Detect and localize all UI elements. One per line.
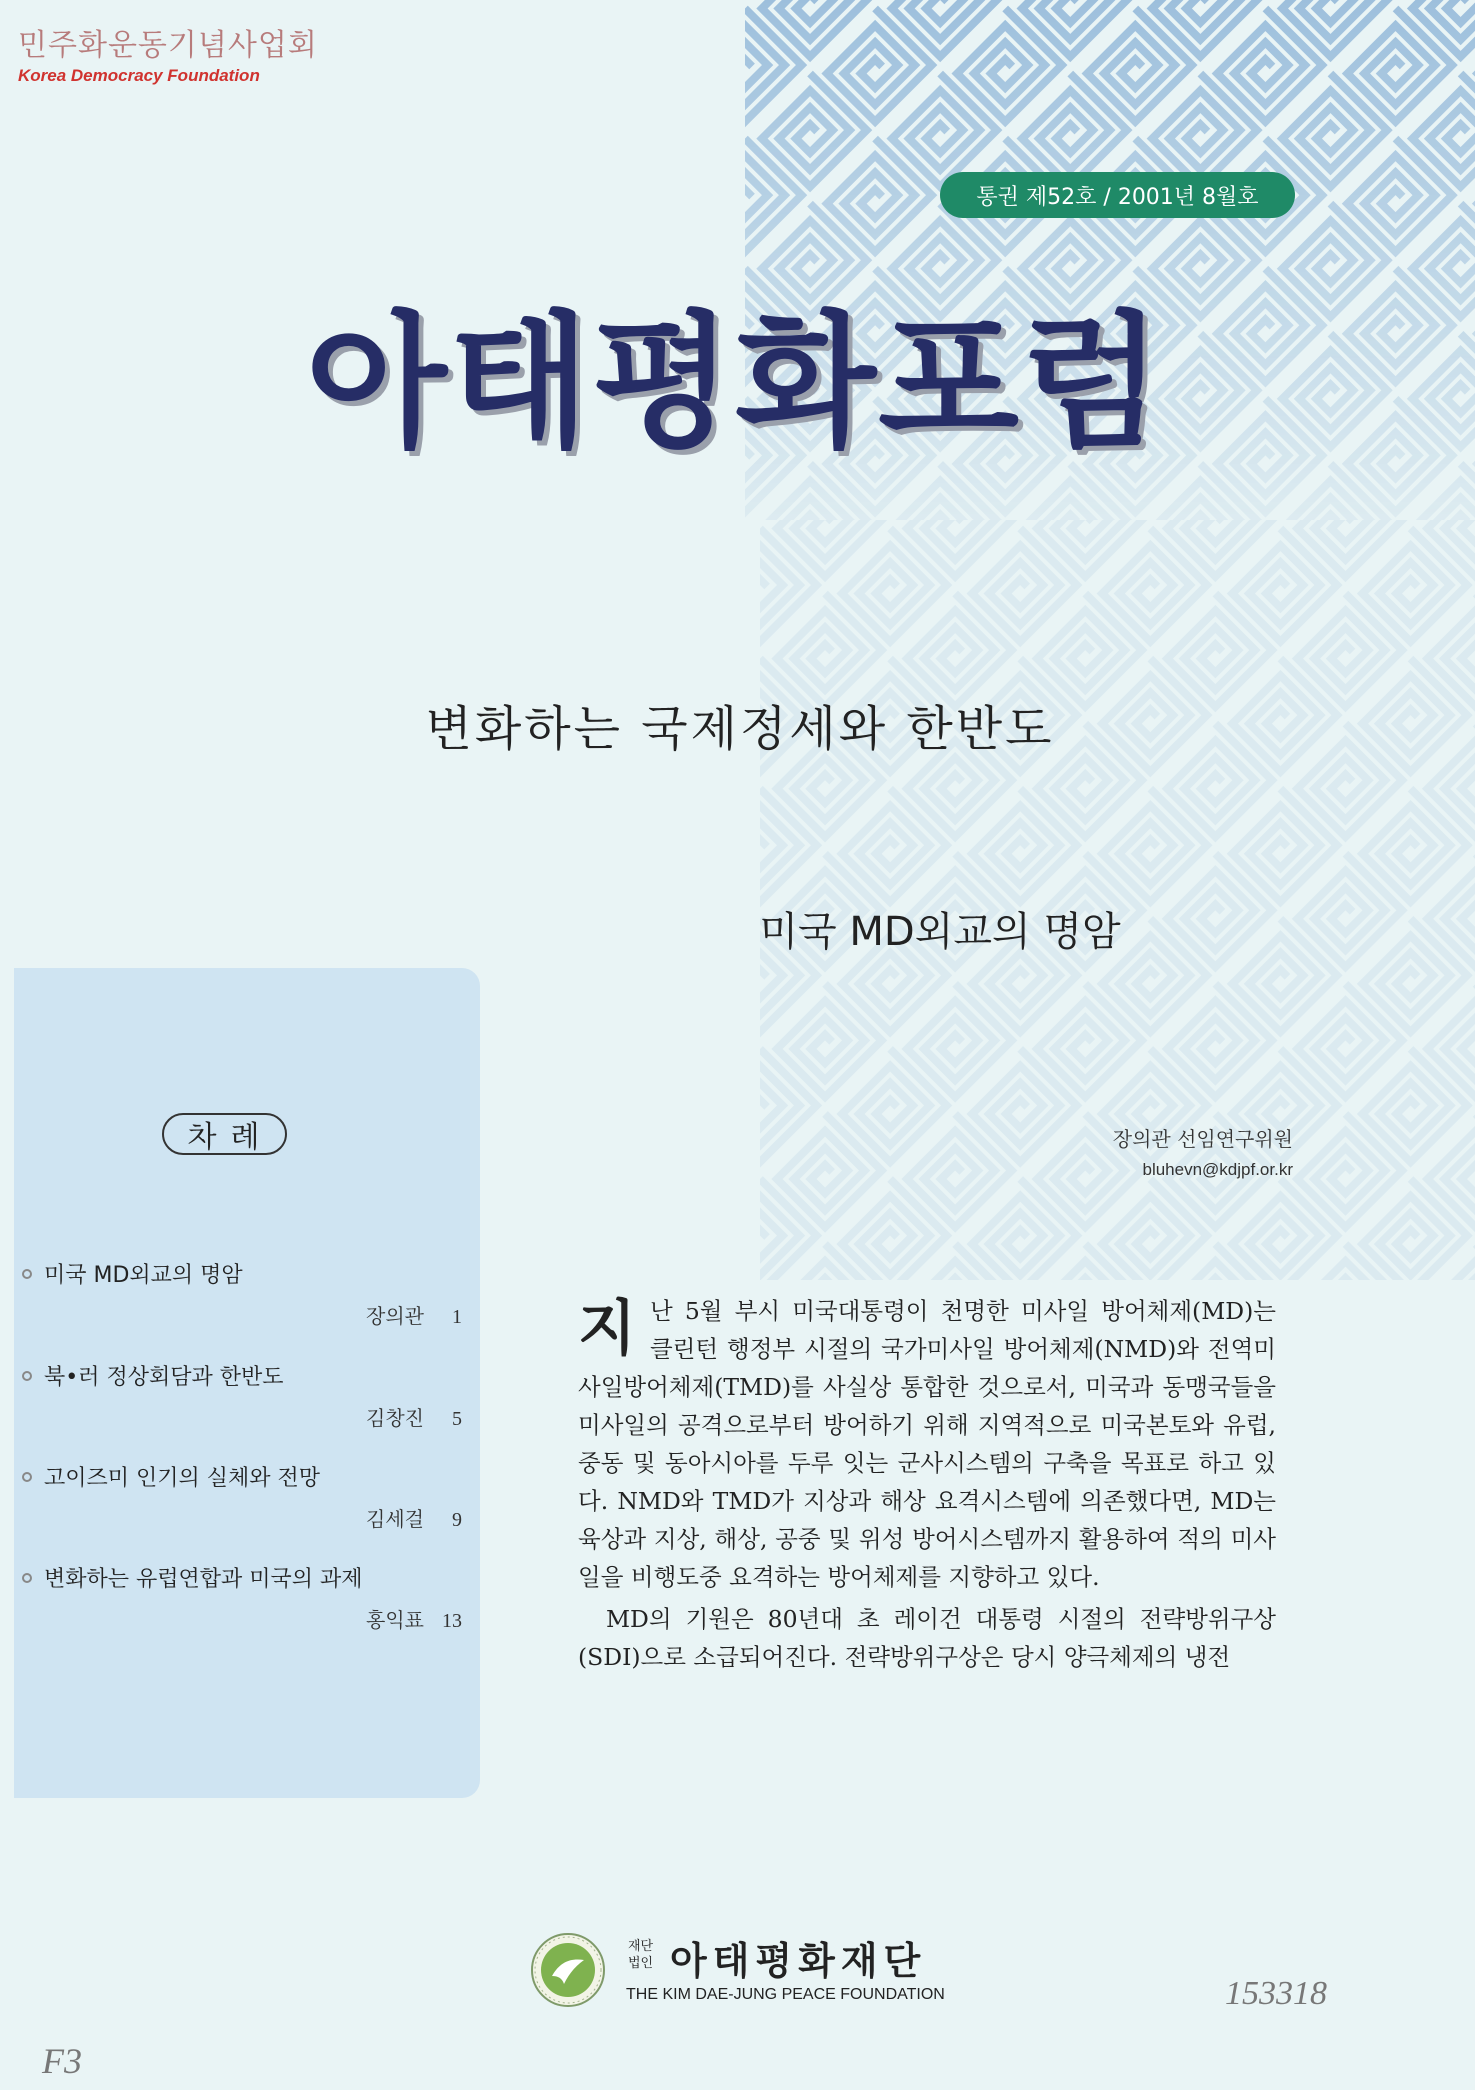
foundation-name-english: THE KIM DAE-JUNG PEACE FOUNDATION — [626, 1986, 945, 2003]
archive-stamp — [18, 20, 318, 86]
toc-item — [22, 1461, 462, 1531]
toc-item — [22, 1360, 462, 1430]
bullet-icon — [22, 1269, 32, 1279]
toc-item-author: 홍익표 — [366, 1608, 424, 1632]
toc-item-author: 장의관 — [366, 1304, 424, 1328]
article-body — [578, 1292, 1276, 1676]
handwritten-mark: F3 — [42, 2041, 82, 2081]
toc-item-page: 9 — [452, 1509, 462, 1531]
bullet-icon — [22, 1573, 32, 1583]
paragraph-text: 난 5월 부시 미국대통령이 천명한 미사일 방어체제(MD)는 클린턴 행정부 시절의 국가미사일 방어체제(NMD)와 전역미사일방어체제(TMD)를 사실상 통합한 것으로서, 미국과 동맹국들을 미사일의 공격으로부터 방어하기 위해 지역적으로 미국본토와 유럽, 중동 및 동아시아를 두루 잇는 군사시스템의 구축을 목표로 하고 있다. NMD와 TMD가 지상과 해상 요격시스템에 의존했다면, MD는 육상과 지상, 해상, 공중 및 위성 방어시스템까지 활용하여 적의 미사일을 비행도중 요격하는 방어체제를 지향하고 있다. — [578, 1297, 1276, 1591]
bullet-icon — [22, 1472, 32, 1482]
issue-badge: 통권 제52호 / 2001년 8월호 — [940, 172, 1295, 218]
toc-item-title: 고이즈미 인기의 실체와 전망 — [44, 1466, 321, 1491]
toc-item — [22, 1258, 462, 1328]
toc-item — [22, 1562, 462, 1632]
footer-prefix-line: 법인 — [628, 1956, 654, 1971]
bullet-icon — [22, 1371, 32, 1381]
toc-item-author: 김세걸 — [366, 1507, 424, 1531]
masthead-title: 아태평화포럼 — [305, 298, 1165, 468]
toc-item-title: 미국 MD외교의 명암 — [44, 1263, 243, 1288]
publisher-footer — [530, 1930, 950, 2010]
toc-item-page: 1 — [452, 1306, 462, 1328]
article-paragraph — [578, 1292, 1276, 1596]
footer-prefix — [628, 1938, 653, 1972]
article-author: 장의관 선임연구위원 — [1112, 1127, 1293, 1151]
toc-item-page: 13 — [442, 1610, 462, 1632]
stamp-english: Korea Democracy Foundation — [18, 66, 260, 85]
article-paragraph: MD의 기원은 80년대 초 레이건 대통령 시절의 전략방위구상(SDI)으로 소급되어진다. 전략방위구상은 당시 양극체제의 냉전 — [578, 1605, 1276, 1671]
footer-prefix-line: 재단 — [628, 1939, 654, 1954]
issue-theme: 변화하는 국제정세와 한반도 — [425, 701, 1055, 757]
foundation-logo-icon — [530, 1932, 606, 2008]
toc-item-title: 북•러 정상회담과 한반도 — [44, 1365, 284, 1390]
stamp-korean: 민주화운동기념사업회 — [18, 28, 318, 63]
article-title: 미국 MD외교의 명암 — [759, 909, 1121, 955]
drop-cap: 지 — [578, 1294, 636, 1364]
toc-item-page: 5 — [452, 1408, 462, 1430]
author-email: bluhevn@kdjpf.or.kr — [1142, 1160, 1293, 1179]
toc-heading: 차례 — [162, 1113, 287, 1155]
toc-item-author: 김창진 — [366, 1406, 424, 1430]
toc-item-title: 변화하는 유럽연합과 미국의 과제 — [44, 1567, 363, 1592]
foundation-name: 아태평화재단 — [670, 1939, 927, 1983]
handwritten-number: 153318 — [1225, 1975, 1327, 2012]
